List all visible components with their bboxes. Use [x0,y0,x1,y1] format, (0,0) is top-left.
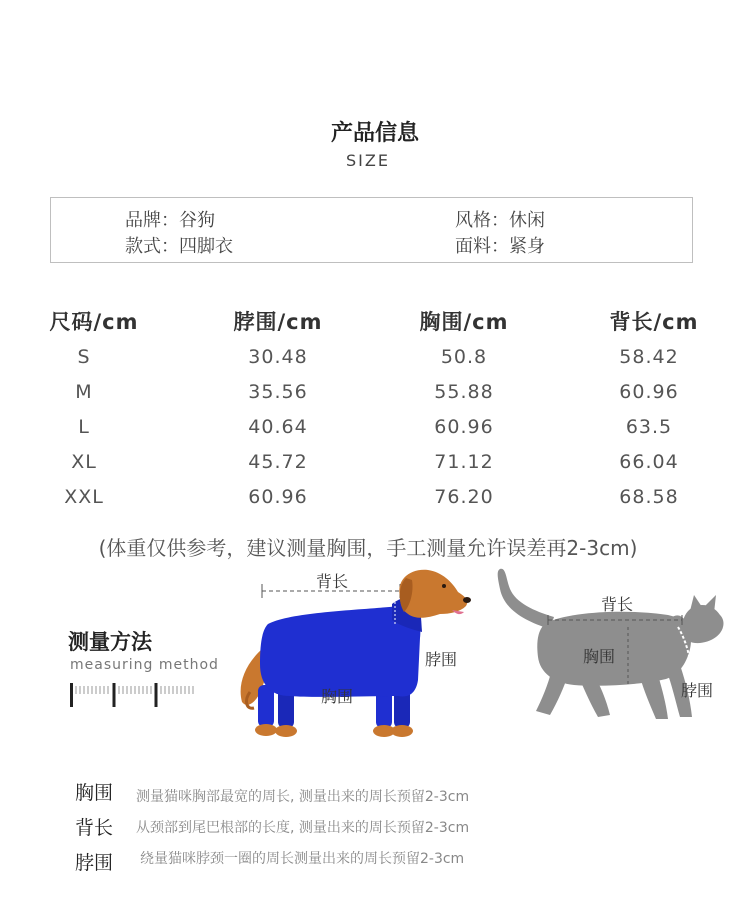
fabric-value: 紧身 [509,236,545,257]
cat-back-label: 背长 [601,595,634,614]
measurement-note: (体重仅供参考，建议测量胸围，手工测量允许误差再2-3cm) [98,536,638,560]
definition-text: 测量猫咪胸部最宽的周长, 测量出来的周长预留2-3cm [136,789,470,805]
theme-row [455,206,545,232]
brand-row [125,206,215,232]
header-back: 背长/cm [609,310,699,334]
header-size: 尺码/cm [49,310,139,334]
page-title: 产品信息 [330,121,419,146]
brand-value: 谷狗 [179,210,215,231]
cell-neck: 60.96 [248,486,308,508]
definition-text: 从颈部到尾巴根部的长度, 测量出来的周长预留2-3cm [136,820,470,836]
header-neck: 脖围/cm [233,310,323,334]
style-label: 款式： [125,236,179,257]
cell-neck: 45.72 [248,451,308,473]
cell-size: M [75,381,93,403]
definition-term: 背长 [75,817,114,839]
fabric-label: 面料： [455,236,509,257]
dog-chest-label: 胸围 [321,687,354,706]
cell-size: XL [71,451,97,473]
cell-size: XXL [64,486,104,508]
definition-term: 脖围 [75,852,114,874]
method-subtitle: measuring method [70,657,219,673]
cell-back: 66.04 [619,451,679,473]
cell-neck: 40.64 [248,416,308,438]
ruler-icon [70,682,200,708]
method-title: 测量方法 [68,630,152,654]
dog-neck-label: 脖围 [425,650,458,669]
style-row [125,232,233,258]
header-chest: 胸围/cm [419,310,509,334]
cell-back: 58.42 [619,346,679,368]
cell-size: S [77,346,91,368]
dog-back-label: 背长 [316,572,349,591]
cell-size: L [78,416,90,438]
brand-label: 品牌： [125,210,179,231]
cell-chest: 71.12 [434,451,494,473]
definition-text: 绕量猫咪脖颈一圈的周长测量出来的周长预留2-3cm [140,851,465,867]
cell-neck: 35.56 [248,381,308,403]
fabric-row [455,232,545,258]
theme-label: 风格： [455,210,509,231]
cat-chest-label: 胸围 [583,647,616,666]
cell-back: 68.58 [619,486,679,508]
definition-term: 胸围 [75,782,114,804]
cell-back: 60.96 [619,381,679,403]
cell-chest: 76.20 [434,486,494,508]
cell-chest: 60.96 [434,416,494,438]
cell-chest: 55.88 [434,381,494,403]
cell-neck: 30.48 [248,346,308,368]
cell-back: 63.5 [625,416,673,438]
cell-chest: 50.8 [440,346,488,368]
theme-value: 休闲 [509,210,545,231]
cat-neck-label: 脖围 [681,681,714,700]
page-subtitle: SIZE [346,151,390,170]
style-value: 四脚衣 [179,236,233,257]
